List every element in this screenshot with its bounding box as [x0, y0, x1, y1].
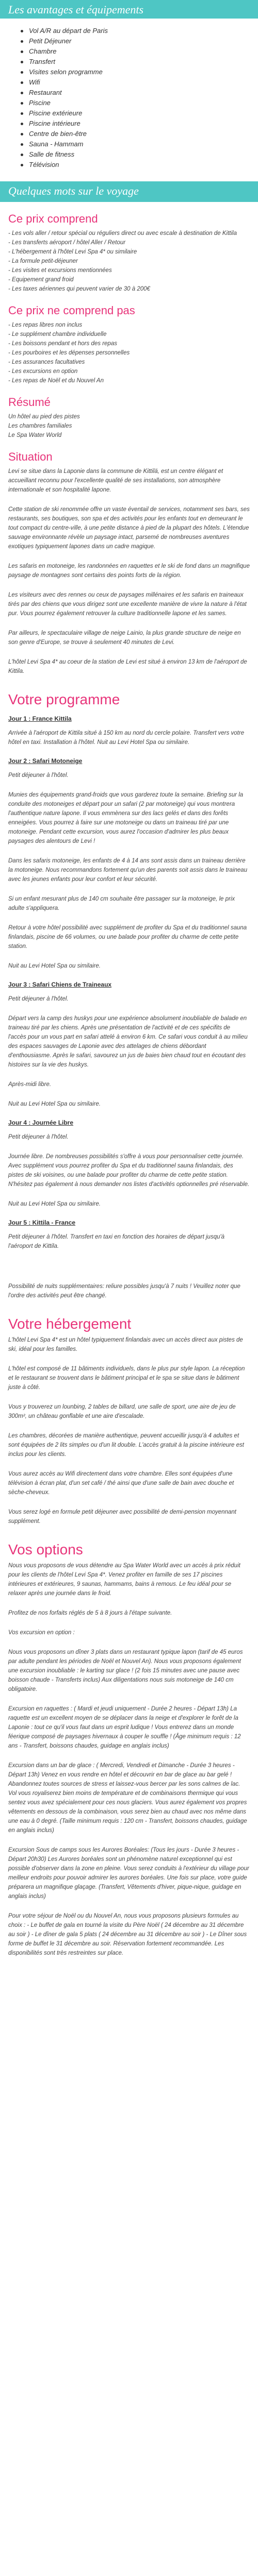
day-paragraph: Petit déjeuner à l'hôtel.	[8, 772, 69, 778]
amenity-item: Petit Déjeuner	[29, 36, 258, 46]
situation-heading: Situation	[8, 450, 53, 463]
situation-paragraph: L'hôtel Levi Spa 4* au coeur de la station de Levi est situé à environ 13 km de l'aéroport de Kittila.	[8, 659, 247, 674]
hebergement-paragraph: Vous y trouverez un lounbing, 2 tables de billard, une salle de sport, une aire de jeu de 300m², un château gonflable et une aire d'escalade.	[8, 1404, 236, 1419]
situation-paragraph: Les visiteurs avec des rennes ou ceux de paysages millénaires et les safaris en traineaux tirés par des chiens que vous dirigez sont une excellente manière de vivre la nature à l'état pur. Vous pourrez également retrouver la culture traditionnelle lapone et les sames.	[8, 592, 247, 617]
hebergement-paragraph: Les chambres, décorées de manière authentique, peuvent accueillir jusqu'à 4 adultes et sont équipées de 2 lits simples ou d'un lit double. L'accès gratuit à la piscine intérieure est inclus pour les clients.	[8, 1433, 244, 1458]
day-paragraph: Petit déjeuner à l'hôtel.	[8, 996, 69, 1002]
non-comprend-line: - Les excursions en option	[8, 368, 78, 375]
amenity-item: Sauna - Hammam	[29, 139, 258, 149]
comprend-line: - La formule petit-déjeuner	[8, 258, 78, 264]
situation-paragraph: Les safaris en motoneige, les randonnées en raquettes et le ski de fond dans un magnifique paysage de montagnes sont certains des points forts de la région.	[8, 563, 250, 579]
amenity-item: Piscine	[29, 98, 258, 108]
hebergement-section	[8, 1316, 250, 1526]
day-paragraph: Retour à votre hôtel possibilité avec supplément de profiter du Spa et du traditionnel sauna finlandais, piscine de 66 volumes, ou une balade pour profiter du charme de cette petite station.	[8, 925, 247, 950]
options-paragraph: Nous vous proposons de vous détendre au Spa Water World avec un accès à prix réduit pour les clients de l'hôtel Levi Spa 4*. Venez profiter en famille de ses 17 piscines intérieures et extérieures, 9 saunas, hammams, bains à remous. Le feu idéal pour se relaxer après une journée dans le froid.	[8, 1563, 240, 1597]
spacer	[8, 1261, 250, 1282]
resume-line: Le Spa Water World	[8, 432, 62, 438]
amenity-item: Transfert	[29, 57, 258, 67]
comprend-heading: Ce prix comprend	[8, 212, 98, 225]
resume-section	[8, 396, 250, 440]
hebergement-heading: Votre hébergement	[8, 1316, 132, 1332]
comprend-line: - L'hébergement à l'hôtel Levi Spa 4* ou similaire	[8, 249, 137, 255]
options-paragraph: Vos excursion en option :	[8, 1630, 75, 1636]
amenities-list	[29, 26, 258, 170]
day-paragraph: Arrivée à l'aéroport de Kittila situé à 150 km au nord du cercle polaire. Transfert vers votre hôtel en taxi. Installation à l'hôtel. Nuit au Levi Hotel Spa ou similaire.	[8, 730, 245, 745]
amenity-item: Restaurant	[29, 88, 258, 98]
non-comprend-line: - Le supplément chambre individuelle	[8, 331, 107, 337]
comprend-line: - Les transferts aéroport / hôtel Aller / Retour	[8, 240, 126, 246]
main-content	[0, 212, 258, 1958]
day-heading: Jour 3 : Safari Chiens de Traineaux	[8, 981, 112, 988]
comprend-line: - Les taxes aériennes qui peuvent varier de 30 à 200€	[8, 286, 150, 292]
amenity-item: Visites selon programme	[29, 67, 258, 77]
amenity-item: Télévision	[29, 160, 258, 170]
non-comprend-line: - Les boissons pendant et hors des repas	[8, 341, 117, 347]
comprend-line: - Les visites et excursions mentionnées	[8, 267, 112, 274]
options-paragraph: Pour votre séjour de Noël ou du Nouvel An, nous vous proposons plusieurs formules au choix : - Le buffet de gala en tourné la visite du Père Noël ( 24 décembre au 31 décembre au soir ) - Le dîner de gala 5 plats ( 24 décembre au 31 décembre au soir ) - Le Dîner sous forme de buffet le 31 décembre au soir. Réservation fortement recommandée. Les disponibilités sont très restreintes sur place.	[8, 1913, 247, 1956]
day-heading: Jour 5 : Kittila - France	[8, 1219, 76, 1226]
day-paragraph: Nuit au Levi Hotel Spa ou similaire.	[8, 1201, 101, 1207]
day-paragraph: Départ vers la camp des huskys pour une expérience absolument inoubliable de balade en traineau tiré par les chiens. Après une présentation de l'activité et de ces spécifits de l'accès pour un vous part en safari attelé à environ 6 km. Ce safari vous conduit à au milieu des espaces sauvages de Laponie avec des attelages de chiens débordant d'enthousiasme. Après le safari, savourez un jus de baies bien chaud tout en écoutant des histoires sur la vie des huskys.	[8, 1015, 248, 1068]
day-paragraph: Journée libre. De nombreuses possibilités s'offre à vous pour personnaliser cette journée. Avec supplément vous pourrez profiter du Spa et du traditionnel sauna finlandais, des pistes de ski voisines, ou une balade pour profiter du charme de cette petite station. N'hésitez pas également à nous demander nos listes d'activités optionnelles pré réservable.	[8, 1154, 250, 1188]
amenity-item: Vol A/R au départ de Paris	[29, 26, 258, 36]
non-comprend-heading: Ce prix ne comprend pas	[8, 304, 135, 317]
options-paragraph: Excursion Sous de camps sous les Aurores Boréales: (Tous les jours - Durée 3 heures - Départ 20h30) Les Aurores boréales sont un phénomène naturel exceptionnel qui est possible d'observer dans la zone en pleine. Vous serez conduits à l'extérieur du village pour meilleur endroits pour pouvoir admirer les aurores boréales. Une fois sur place, votre guide préparera un magnifique glaçage. (Transfert, Vêtements d'hiver, pique-nique, guidage en anglais inclus)	[8, 1847, 249, 1900]
situation-section	[8, 450, 250, 676]
options-paragraph: Nous vous proposons un dîner 3 plats dans un restaurant typique lapon (tarif de 45 euros par adulte pendant les périodes de Noël et Nouvel An). Nous vous proposons également une excursion inoubliable : le karting sur glace ! (2 fois 15 minutes avec une pause avec boisson chaude - Transferts inclus) Aux diligentations nous suis motoneige de 140 cm obligatoire.	[8, 1649, 243, 1692]
amenity-item: Wifi	[29, 77, 258, 88]
options-heading: Vos options	[8, 1541, 83, 1557]
non-comprend-line: - Les assurances facultatives	[8, 359, 85, 365]
day-paragraph: Si un enfant mesurant plus de 140 cm souhaite être passager sur la motoneige, le prix adulte s'appliquera.	[8, 896, 235, 911]
day-paragraph: Petit déjeuner à l'hôtel.	[8, 1134, 69, 1140]
options-paragraph: Excursion en raquettes : ( Mardi et jeudi uniquement - Durée 2 heures - Départ 13h) La raquette est un excellent moyen de se déplacer dans la neige et d'explorer le forêt de la Laponie : tout ce qu'il vous faut dans un esprit ludique ! Vous entrerez dans un monde féerique composé de paysages hivernaux à couper le souffle ! (Âge minimum requis : 12 ans - Transfert, boissons chaudes, guidage en anglais inclus)	[8, 1706, 241, 1749]
day-paragraph: Petit déjeuner à l'hôtel. Transfert en taxi en fonction des horaires de départ jusqu'à l'aéroport de Kittila.	[8, 1234, 225, 1249]
day-paragraph: Possibilité de nuits supplémentaires: reliure possibles jusqu'à 7 nuits ! Veuillez noter que l'ordre des activités peut être changé.	[8, 1283, 240, 1299]
hebergement-paragraph: Vous serez logé en formule petit déjeuner avec possibilité de demi-pension moyennant supplément.	[8, 1509, 236, 1524]
options-paragraph: Excursion dans un bar de glace : ( Mercredi, Vendredi et Dimanche - Durée 3 heures - Départ 13h) Venez en vous rendre en hôtel et découvrir en bar de glace au bar gelé ! Abandonnez toutes sources de stress et laissez-vous bercer par les sons calmes de lac. Vol vous royaliserez bien moins de température et de combinaisons thermique qui vous sentez vous avez spécialement pour ces nous glaciers. Vous aurez également vos propres vêtements en dessous de la combinaison, vous serez bien au chaud avec nos même dans une eau à 0 degré. (Taille minimum requis : 120 cm - Transfert, boissons chaudes, guidage en anglais inclus)	[8, 1762, 247, 1834]
amenity-item: Salle de fitness	[29, 149, 258, 160]
programme-section	[8, 691, 250, 1300]
amenity-item: Piscine intérieure	[29, 118, 258, 129]
non-comprend-line: - Les repas libres non inclus	[8, 322, 83, 328]
comprend-section	[8, 212, 250, 294]
day-paragraph: Après-midi libre.	[8, 1081, 52, 1088]
day-heading: Jour 4 : Journée Libre	[8, 1119, 74, 1126]
equipements-banner	[0, 0, 258, 19]
programme-heading: Votre programme	[8, 691, 120, 707]
voyage-banner	[0, 181, 258, 202]
hebergement-paragraph: Vous aurez accès au Wifi directement dans votre chambre. Elles sont équipées d'une télévision à écran plat, d'un set café / thé ainsi que d'une salle de bain avec douche et sèche-cheveux.	[8, 1471, 234, 1496]
options-section	[8, 1541, 250, 1958]
situation-paragraph: Cette station de ski renommée offre un vaste éventail de services, notamment ses bars, ses restaurants, ses boutiques, son spa et des activités pour les enfants tout en demeurant le tout compact du centre-ville, à une petite distance à pied de la plupart des hôtels. L'étendue sauvage environnante révèle un paysage intact, parsemé de nombreuses aventures exotiques typiquement lapones dans un cadre magique.	[8, 506, 250, 550]
hebergement-paragraph: L'hôtel est composé de 11 bâtiments individuels, dans le plus pur style lapon. La réception et le restaurant se trouvent dans le bâtiment principal et le spa se situe dans le bâtiment juste à côté.	[8, 1366, 245, 1391]
hebergement-paragraph: L'hôtel Levi Spa 4* est un hôtel typiquement finlandais avec un accès direct aux pistes de ski, idéal pour les familles.	[8, 1337, 243, 1352]
amenity-item: Chambre	[29, 46, 258, 57]
non-comprend-line: - Les repas de Noël et du Nouvel An	[8, 378, 104, 384]
comprend-line: - Les vols aller / retour spécial ou réguliers direct ou avec escale à destination de Kittila	[8, 230, 237, 236]
resume-line: Les chambres familiales	[8, 423, 72, 429]
non-comprend-section	[8, 304, 250, 385]
comprend-line: - Equipement grand froid	[8, 277, 74, 283]
day-paragraph: Nuit au Levi Hotel Spa ou similaire.	[8, 963, 101, 969]
non-comprend-line: - Les pourboires et les dépenses personnelles	[8, 350, 130, 356]
equipements-title: Les avantages et équipements	[8, 3, 144, 16]
day-heading: Jour 1 : France Kittila	[8, 715, 72, 722]
day-paragraph: Nuit au Levi Hotel Spa ou similaire.	[8, 1101, 101, 1107]
amenity-item: Piscine extérieure	[29, 108, 258, 118]
day-heading: Jour 2 : Safari Motoneige	[8, 757, 83, 765]
resume-heading: Résumé	[8, 396, 51, 409]
situation-paragraph: Par ailleurs, le spectaculaire village de neige Lainio, la plus grande structure de neige en son genre d'Europe, se trouve à seulement 40 minutes de Levi.	[8, 630, 241, 646]
voyage-title: Quelques mots sur le voyage	[8, 184, 139, 197]
situation-paragraph: Levi se situe dans la Laponie dans la commune de Kittilä, est un centre élégant et accueillant reconnu pour l'excellente qualité de ses installations, son atmosphère internationale et son hospitalité lapone.	[8, 468, 223, 493]
options-paragraph: Profitez de nos forfaits réglés de 5 à 8 jours à l'étape suivante.	[8, 1610, 172, 1616]
day-paragraph: Munies des équipements grand-froids que vous garderez toute la semaine. Briefing sur la conduite des motoneiges et départ pour un safari (2 par motoneige) qui vous montrera l'authentique nature lapone. Il vous emmènera sur des lacs gelés et dans des forêts enneigées. Vous pourrez à faire sur une motoneige ou dans un traineau tiré par une motoneige. Pendant cette excursion, vous aurez l'occasion d'admirer les plus beaux paysages des alentours de Levi !	[8, 792, 244, 844]
amenity-item: Centre de bien-être	[29, 129, 258, 139]
day-paragraph: Dans les safaris motoneige, les enfants de 4 à 14 ans sont assis dans un traineau derrière la motoneige. Nous recommandons fortement qu'un des parents soit assis dans le traineau avec les jeunes enfants pour leur confort et leur sécurité.	[8, 858, 248, 883]
resume-line: Un hôtel au pied des pistes	[8, 414, 80, 420]
